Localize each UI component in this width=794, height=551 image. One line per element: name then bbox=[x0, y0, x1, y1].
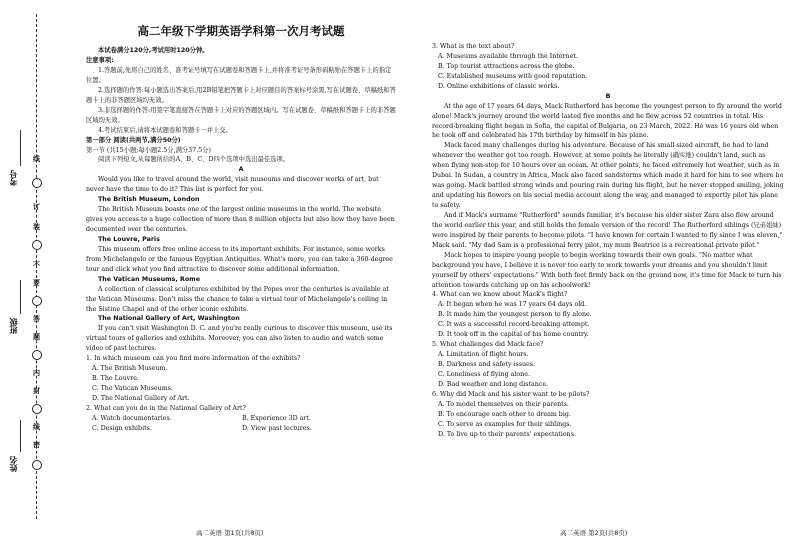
seal-char: 线 bbox=[33, 155, 40, 163]
answer-option: D. View past lectures. bbox=[242, 424, 312, 432]
answer-option: C. Loneliness of flying alone. bbox=[438, 370, 530, 378]
seal-char: 要 bbox=[33, 279, 40, 287]
answer-option: D. It took off in the capital of his home country. bbox=[438, 331, 589, 339]
museum-text: This museum offers free online access to its important exhibits. For instance, some works from Michelangelo or the famous Egyptian Antiquities. What's more, you can take a 360-degree tour and click what you find attractive to discover some additional information. bbox=[86, 245, 393, 273]
section-heading: 第一节 (共15小题;每小题2.5分,满分37.5分) bbox=[86, 146, 211, 154]
passage-paragraph: And if Mack's surname "Rutherford" sounds familiar, it's because his elder sister Zara also flew around the world earlier this year, and still holds the female version of the record! The Rutherford siblings (兄弟姐妹) were inspired by their parents to become pilots. "I have known for certain I wanted to fly since I was eleven," Mack said. "My dad Sam is a professional ferry pilot, my mum Beatrice is a recreational private pilot." bbox=[432, 211, 783, 249]
seal-char: 线 bbox=[33, 423, 40, 431]
exam-info: 本试卷满分120分,考试用时120分钟。 bbox=[98, 47, 209, 55]
section-instructions: 阅读下列短文,从每题所给的A、B、C、D四个选项中选出最佳选项。 bbox=[98, 156, 290, 164]
seal-char: 题 bbox=[33, 333, 40, 341]
passage-paragraph: Mack faced many challenges during his adventure. Because of his small-sized aircraft, he had to land whenever the weather got too rough. However, at some points he literally (确实地) couldn't land, such as when flying non-stop for 10 hours over an ocean. At other points, he faced extremely hot weather, such as in Dubai. In Sudan, a country in Africa, Mack also faced sandstorms which made it hard for him to see where he was going. Mack battled strong winds and pouring rain during his flight, but he never stopped smiling, joking and updating his flowers on his social media account along the way, and managed to expertly pilot his plane to safety. bbox=[432, 142, 784, 209]
seal-char: 内 bbox=[33, 369, 40, 377]
answer-option: B. Darkness and safety issues. bbox=[438, 361, 535, 368]
question-stem: 1. In which museum can you find more information of the exhibits? bbox=[86, 355, 301, 363]
passage-paragraph: Mack hopes to inspire young people to begin working towards their own goals. "No matter what background you have, I believe it is never too early to work towards your dreams and you shouldn't limit yourself by others' expectations." With both feet firmly back on the ground now, it's time for Mack to turn his attention towards catching up on his schoolwork! bbox=[432, 251, 782, 289]
question-stem: 6. Why did Mack and his sister want to be pilots? bbox=[432, 390, 590, 398]
seal-char: 密 bbox=[33, 441, 40, 449]
museum-name: The Louvre, Paris bbox=[98, 235, 160, 243]
question-stem: 4. What can we know about Mack's flight? bbox=[432, 291, 568, 299]
label-name: 姓名 bbox=[9, 456, 18, 472]
notice-heading: 注意事项: bbox=[86, 57, 114, 65]
option-row bbox=[86, 414, 396, 424]
notice-item: 1.答题前,先将自己的姓名、准考证号填写在试题卷和答题卡上,并将准考证号条形码粘贴在答题卡上的指定位置。 bbox=[86, 67, 392, 84]
museum-text: If you can't visit Washington D. C. and you're really curious to discover this museum, use its virtual tours of galleries and exhibits. Moreover, you can also listen to audio and watch some video of past lectures. bbox=[86, 325, 393, 353]
answer-option: A. To model themselves on their parents. bbox=[438, 400, 569, 408]
option-row bbox=[86, 424, 396, 434]
museum-text: The British Museum boasts one of the largest online museums in the world. The website gives you access to a huge collection of more than 8 million objects but also how they have been documented over the centuries. bbox=[86, 206, 395, 234]
answer-option: D. To live up to their parents' expectations. bbox=[438, 430, 576, 438]
seal-circle bbox=[32, 404, 42, 414]
notice-item: 3.非选择题的作答:用签字笔直接答在答题卡上对应的答题区域内。写在试题卷、草稿纸和答题卡上的非答题区域均无效。 bbox=[86, 106, 396, 124]
exam-number-line bbox=[20, 130, 21, 166]
seal-circle bbox=[32, 460, 42, 470]
seal-char: 装 bbox=[33, 223, 40, 231]
answer-option: A. The British Museum. bbox=[92, 365, 168, 373]
seal-char: 订 bbox=[33, 203, 40, 211]
answer-option: B. It made him the youngest person to fly alone. bbox=[438, 311, 592, 319]
notice-item: 2.选择题的作答:每小题选出答案后,用2B铅笔把答题卡上对应题目的答案标号涂黑,写在试题卷、草稿纸和答题卡上的非答题区域均无效。 bbox=[86, 86, 396, 104]
seal-char: 封 bbox=[33, 387, 40, 395]
answer-option: D. The National Gallery of Art. bbox=[92, 394, 190, 402]
answer-option: B. Experience 3D art. bbox=[242, 414, 311, 422]
question-stem: 5. What challenges did Mack face? bbox=[432, 341, 544, 349]
page-footer-left: 高二英语 第1页(共8页) bbox=[196, 529, 264, 537]
passage-label: A bbox=[238, 166, 244, 174]
passage-intro: Would you like to travel around the world, visit museums and discover works of art, but never have the time to do it? This list is perfect for you. bbox=[86, 176, 379, 194]
notice-item: 4.考试结束后,请将本试题卷和答题卡一并上交。 bbox=[98, 126, 232, 134]
question-stem: 3. What is the text about? bbox=[432, 43, 515, 50]
answer-option: C. Design exhibits. bbox=[92, 424, 152, 432]
seal-char: 不 bbox=[33, 261, 40, 269]
seal-circle bbox=[32, 240, 42, 250]
answer-option: B. Top tourist attractions across the globe. bbox=[438, 62, 575, 70]
seal-circle bbox=[32, 178, 42, 188]
answer-option: C. It was a successful record-breaking attempt. bbox=[438, 321, 590, 329]
exam-title: 高二年级下学期英语学科第一次月考试题 bbox=[137, 24, 345, 38]
part-heading: 第一部分 阅读(共两节,满分50分) bbox=[86, 136, 181, 144]
passage-paragraph: At the age of 17 years 64 days, Mack Rutherford has become the youngest person to fly around the world alone! Mack's journey around the world lasted five months and he flew across 52 countries in total. His record-breaking flight began in Sofia, the capital of Bulgaria, on 23 March, 2022. He was 16 years old when he took off and celebrated his 17th birthday by himself in his plane. bbox=[432, 102, 782, 140]
passage-label: B bbox=[605, 92, 611, 100]
answer-option: A. Limitation of flight hours. bbox=[438, 351, 529, 359]
name-line bbox=[20, 420, 21, 452]
left-column bbox=[86, 18, 396, 434]
museum-text: A collection of classical sculptures exhibited by the Popes over the centuries is available at the Vatican Museums. Don't miss the chance to take a virtual tour of Michelangelo's ceiling in the Sistine Chapel and of the other iconic exhibits. bbox=[86, 285, 389, 313]
answer-option: A. It began when he was 17 years 64 days old. bbox=[438, 301, 587, 309]
answer-option: A. Museums available through the Internet. bbox=[438, 52, 578, 60]
label-class: 班级 bbox=[9, 318, 18, 334]
answer-option: C. The Vatican Museums. bbox=[92, 385, 173, 393]
label-exam-number: 考号 bbox=[9, 170, 18, 186]
museum-name: The Vatican Museums, Rome bbox=[98, 275, 200, 283]
class-line bbox=[20, 280, 21, 314]
seal-circle bbox=[32, 296, 42, 306]
answer-option: D. Online exhibitions of classic works. bbox=[438, 82, 560, 90]
answer-option: B. To encourage each other to dream big. bbox=[438, 410, 571, 418]
museum-name: The National Gallery of Art, Washington bbox=[98, 315, 240, 323]
page-footer-right: 高二英语 第2页(共8页) bbox=[560, 529, 628, 537]
seal-circle bbox=[32, 350, 42, 360]
answer-option: A. Watch documentaries. bbox=[92, 414, 172, 422]
question-stem: 2. What can you do in the National Gallery of Art? bbox=[86, 404, 246, 412]
answer-option: B. The Louvre. bbox=[92, 375, 139, 383]
answer-option: D. Bad weather and long distance. bbox=[438, 380, 549, 388]
answer-option: C. Established museums with good reputation. bbox=[438, 72, 588, 80]
answer-option: C. To serve as examples for their siblings. bbox=[438, 420, 572, 428]
museum-name: The British Museum, London bbox=[98, 196, 200, 204]
binding-strip bbox=[0, 0, 62, 551]
seal-char: 答 bbox=[33, 315, 40, 323]
right-column bbox=[432, 42, 784, 440]
